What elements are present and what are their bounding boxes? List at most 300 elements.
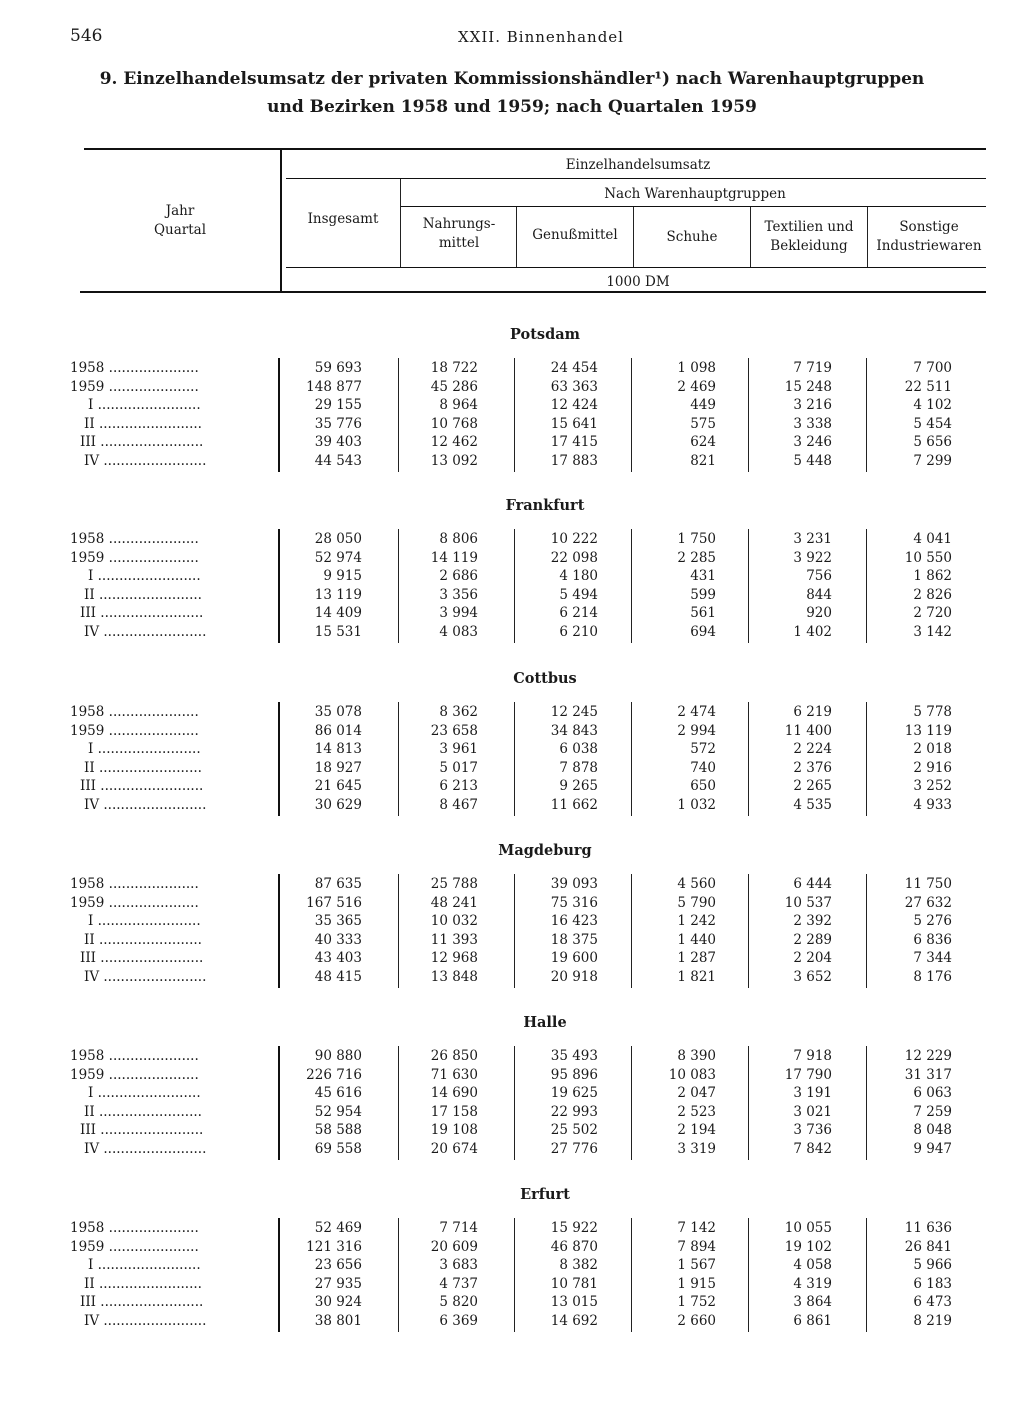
table-cell: 10 537 <box>784 894 832 911</box>
table-cell: 2 916 <box>913 759 952 776</box>
table-cell: 45 616 <box>314 1085 362 1102</box>
table-cell: 17 790 <box>784 1066 832 1083</box>
table-cell: 4 180 <box>559 568 598 585</box>
leader-dots: ........................ <box>93 1257 201 1274</box>
row-label <box>70 360 260 376</box>
table-cell: 7 918 <box>793 1048 832 1064</box>
table-cell: 63 363 <box>550 378 598 395</box>
table-cell: 13 119 <box>314 586 362 603</box>
leader-dots: ........................ <box>99 1313 207 1329</box>
leader-dots: ..................... <box>104 722 199 739</box>
table-cell: 71 630 <box>430 1066 478 1083</box>
table-cell: 27 776 <box>550 1141 598 1157</box>
table-cell: 121 316 <box>306 1238 362 1255</box>
table-cell: 4 102 <box>913 397 952 414</box>
col-header-nahrung-line-2: mittel <box>438 235 480 251</box>
region-heading: Frankfurt <box>505 497 585 514</box>
table-cell: 1 032 <box>677 797 716 813</box>
table-cell: 7 700 <box>913 360 952 376</box>
table-cell: 59 693 <box>314 360 362 376</box>
table-cell: 6 038 <box>559 741 598 758</box>
col-header-sonstige <box>869 218 989 256</box>
leader-dots: ........................ <box>93 1085 201 1102</box>
table-cell: 4 041 <box>913 531 952 547</box>
table-cell: 38 801 <box>314 1313 362 1329</box>
table-cell: 4 933 <box>913 797 952 813</box>
row-label-text: 1959 <box>70 378 105 395</box>
leader-dots: ........................ <box>96 434 204 451</box>
table-cell: 17 415 <box>550 434 598 451</box>
table-cell: 7 719 <box>793 360 832 376</box>
table-cell: 8 382 <box>559 1257 598 1274</box>
table-cell: 90 880 <box>314 1048 362 1064</box>
table-cell: 18 722 <box>430 360 478 376</box>
table-cell: 1 915 <box>677 1275 716 1292</box>
table-cell: 8 964 <box>439 397 478 414</box>
row-label <box>70 1239 260 1255</box>
table-cell: 40 333 <box>314 931 362 948</box>
table-cell: 6 369 <box>439 1313 478 1329</box>
row-label-text: 1958 <box>70 1220 105 1236</box>
col-header-textil <box>752 218 866 256</box>
table-cell: 28 050 <box>314 531 362 547</box>
table-cell: 21 645 <box>314 778 362 795</box>
row-label <box>70 397 278 413</box>
table-cell: 13 015 <box>550 1294 598 1311</box>
table-cell: 449 <box>690 397 716 414</box>
table-cell: 14 409 <box>314 605 362 622</box>
leader-dots: ..................... <box>104 1066 199 1083</box>
row-label <box>70 416 274 432</box>
table-cell: 26 850 <box>430 1048 478 1064</box>
row-label-text: III <box>80 1294 96 1311</box>
row-label <box>70 1104 274 1120</box>
row-label <box>70 587 274 603</box>
row-label-text: 1958 <box>70 704 105 720</box>
table-cell: 35 365 <box>314 913 362 930</box>
table-cell: 7 344 <box>913 950 952 967</box>
table-cell: 5 790 <box>677 894 716 911</box>
row-label-text: IV <box>84 797 100 813</box>
table-cell: 2 523 <box>677 1103 716 1120</box>
table-cell: 7 842 <box>793 1141 832 1157</box>
table-cell: 14 813 <box>314 741 362 758</box>
unit-rule <box>286 267 986 268</box>
row-label-text: I <box>88 1257 94 1274</box>
table-cell: 6 473 <box>913 1294 952 1311</box>
row-label-text: II <box>84 415 95 432</box>
table-cell: 2 194 <box>677 1122 716 1139</box>
table-cell: 8 362 <box>439 704 478 720</box>
table-cell: 23 658 <box>430 722 478 739</box>
table-cell: 5 454 <box>913 415 952 432</box>
table-cell: 650 <box>690 778 716 795</box>
leader-dots: ........................ <box>93 568 201 585</box>
row-label-text: 1958 <box>70 1048 105 1064</box>
table-cell: 226 716 <box>306 1066 362 1083</box>
table-cell: 1 287 <box>677 950 716 967</box>
table-cell: 20 674 <box>430 1141 478 1157</box>
table-cell: 4 319 <box>793 1275 832 1292</box>
table-cell: 5 778 <box>913 704 952 720</box>
table-cell: 572 <box>690 741 716 758</box>
table-cell: 86 014 <box>314 722 362 739</box>
stub-header <box>120 202 240 240</box>
table-cell: 10 032 <box>430 913 478 930</box>
row-label <box>70 778 270 794</box>
table-cell: 1 402 <box>793 624 832 640</box>
table-cell: 22 098 <box>550 549 598 566</box>
row-label-text: III <box>80 434 96 451</box>
table-cell: 12 462 <box>430 434 478 451</box>
leader-dots: ........................ <box>94 931 202 948</box>
table-cell: 5 656 <box>913 434 952 451</box>
table-cell: 14 690 <box>430 1085 478 1102</box>
table-cell: 39 093 <box>550 876 598 892</box>
leader-dots: ........................ <box>94 1275 202 1292</box>
table-cell: 14 119 <box>430 549 478 566</box>
row-label <box>70 969 274 985</box>
table-cell: 7 878 <box>559 759 598 776</box>
table-cell: 15 248 <box>784 378 832 395</box>
table-cell: 22 993 <box>550 1103 598 1120</box>
header-divider-4 <box>867 207 868 267</box>
table-cell: 3 142 <box>913 624 952 640</box>
row-label <box>70 605 270 621</box>
row-label-text: 1959 <box>70 1066 105 1083</box>
table-cell: 11 400 <box>784 722 832 739</box>
table-title-line-1: 9. Einzelhandelsumsatz der privaten Kommissionshändler¹) nach Warenhauptgruppen <box>99 69 925 89</box>
row-label-text: I <box>88 568 94 585</box>
table-cell: 23 656 <box>314 1257 362 1274</box>
table-cell: 19 108 <box>430 1122 478 1139</box>
table-cell: 1 242 <box>677 913 716 930</box>
table-cell: 17 883 <box>550 453 598 469</box>
row-label-text: IV <box>84 1141 100 1157</box>
table-cell: 18 375 <box>550 931 598 948</box>
table-cell: 5 494 <box>559 586 598 603</box>
row-label-text: IV <box>84 1313 100 1329</box>
table-cell: 6 836 <box>913 931 952 948</box>
leader-dots: ........................ <box>93 741 201 758</box>
table-cell: 22 511 <box>904 378 952 395</box>
table-cell: 8 219 <box>913 1313 952 1329</box>
leader-dots: ........................ <box>99 797 207 813</box>
table-cell: 5 017 <box>439 759 478 776</box>
table-cell: 7 714 <box>439 1220 478 1236</box>
table-cell: 2 720 <box>913 605 952 622</box>
row-label-text: III <box>80 605 96 622</box>
table-cell: 3 652 <box>793 969 832 985</box>
table-cell: 561 <box>690 605 716 622</box>
leader-dots: ..................... <box>104 378 199 395</box>
table-cell: 27 632 <box>904 894 952 911</box>
leader-dots: ........................ <box>96 778 204 795</box>
table-cell: 1 567 <box>677 1257 716 1274</box>
row-label-text: 1959 <box>70 722 105 739</box>
table-cell: 16 423 <box>550 913 598 930</box>
table-cell: 9 947 <box>913 1141 952 1157</box>
region-heading: Cottbus <box>513 670 577 687</box>
row-label <box>70 434 270 450</box>
leader-dots: ........................ <box>96 950 204 967</box>
row-label-text: IV <box>84 453 100 469</box>
table-cell: 8 467 <box>439 797 478 813</box>
table-cell: 4 560 <box>677 876 716 892</box>
table-cell: 30 924 <box>314 1294 362 1311</box>
table-cell: 844 <box>806 586 832 603</box>
table-cell: 39 403 <box>314 434 362 451</box>
table-cell: 75 316 <box>550 894 598 911</box>
table-cell: 34 843 <box>550 722 598 739</box>
row-label <box>70 1313 274 1329</box>
table-cell: 7 259 <box>913 1103 952 1120</box>
table-cell: 2 224 <box>793 741 832 758</box>
table-cell: 3 683 <box>439 1257 478 1274</box>
row-label <box>70 624 274 640</box>
table-cell: 4 083 <box>439 624 478 640</box>
header-divider-total <box>400 179 401 267</box>
table-cell: 35 776 <box>314 415 362 432</box>
row-label-text: 1959 <box>70 1238 105 1255</box>
table-cell: 5 448 <box>793 453 832 469</box>
table-cell: 24 454 <box>550 360 598 376</box>
col-header-textil-line-2: Bekleidung <box>770 238 848 254</box>
table-cell: 52 469 <box>314 1220 362 1236</box>
leader-dots: ........................ <box>96 605 204 622</box>
row-label-text: I <box>88 397 94 414</box>
col-header-total: Insgesamt <box>307 211 379 227</box>
table-cell: 3 216 <box>793 397 832 414</box>
table-cell: 27 935 <box>314 1275 362 1292</box>
table-cell: 2 392 <box>793 913 832 930</box>
table-cell: 920 <box>806 605 832 622</box>
table-cell: 26 841 <box>904 1238 952 1255</box>
subgroup-rule <box>400 206 986 207</box>
table-cell: 740 <box>690 759 716 776</box>
table-cell: 19 600 <box>550 950 598 967</box>
header-divider-3 <box>750 207 751 267</box>
table-cell: 6 214 <box>559 605 598 622</box>
table-cell: 35 078 <box>314 704 362 720</box>
leader-dots: ........................ <box>96 1122 204 1139</box>
table-cell: 2 469 <box>677 378 716 395</box>
table-cell: 43 403 <box>314 950 362 967</box>
col-header-textil-line-1: Textilien und <box>764 219 854 235</box>
leader-dots: ..................... <box>104 1048 199 1064</box>
leader-dots: ........................ <box>94 1103 202 1120</box>
table-cell: 4 737 <box>439 1275 478 1292</box>
table-cell: 2 376 <box>793 759 832 776</box>
row-label <box>70 797 274 813</box>
region-heading: Erfurt <box>520 1186 570 1203</box>
running-head: XXII. Binnenhandel <box>458 28 624 46</box>
table-cell: 5 966 <box>913 1257 952 1274</box>
table-cell: 13 848 <box>430 969 478 985</box>
row-label <box>70 1122 270 1138</box>
table-cell: 14 692 <box>550 1313 598 1329</box>
row-label <box>70 876 260 892</box>
col-header-sonstige-line-2: Industriewaren <box>876 238 982 254</box>
unit-label: 1000 DM <box>606 274 670 290</box>
leader-dots: ........................ <box>94 586 202 603</box>
table-cell: 3 021 <box>793 1103 832 1120</box>
table-cell: 11 750 <box>904 876 952 892</box>
table-cell: 10 768 <box>430 415 478 432</box>
table-cell: 3 252 <box>913 778 952 795</box>
leader-dots: ..................... <box>104 894 199 911</box>
table-cell: 3 191 <box>793 1085 832 1102</box>
page-number: 546 <box>70 26 103 46</box>
table-cell: 12 245 <box>550 704 598 720</box>
row-label-text: 1959 <box>70 894 105 911</box>
col-header-schuhe: Schuhe <box>666 229 718 245</box>
table-cell: 13 119 <box>904 722 952 739</box>
table-cell: 3 246 <box>793 434 832 451</box>
region-heading: Potsdam <box>510 326 580 343</box>
leader-dots: ..................... <box>104 1238 199 1255</box>
table-cell: 45 286 <box>430 378 478 395</box>
table-cell: 46 870 <box>550 1238 598 1255</box>
row-label <box>70 932 274 948</box>
table-cell: 15 641 <box>550 415 598 432</box>
row-label <box>70 1048 260 1064</box>
header-top-rule <box>84 148 986 150</box>
table-cell: 12 424 <box>550 397 598 414</box>
leader-dots: ..................... <box>104 360 199 376</box>
row-label-text: II <box>84 586 95 603</box>
table-cell: 12 968 <box>430 950 478 967</box>
table-cell: 8 176 <box>913 969 952 985</box>
row-label <box>70 1276 274 1292</box>
table-cell: 52 954 <box>314 1103 362 1120</box>
table-cell: 2 826 <box>913 586 952 603</box>
table-cell: 2 285 <box>677 549 716 566</box>
table-cell: 2 047 <box>677 1085 716 1102</box>
row-label-text: II <box>84 1275 95 1292</box>
table-cell: 15 922 <box>550 1220 598 1236</box>
table-cell: 25 788 <box>430 876 478 892</box>
table-cell: 5 276 <box>913 913 952 930</box>
table-cell: 30 629 <box>314 797 362 813</box>
table-cell: 44 543 <box>314 453 362 469</box>
leader-dots: ........................ <box>99 453 207 469</box>
row-label <box>70 723 260 739</box>
table-cell: 1 752 <box>677 1294 716 1311</box>
table-cell: 69 558 <box>314 1141 362 1157</box>
leader-dots: ..................... <box>104 1220 199 1236</box>
table-cell: 3 736 <box>793 1122 832 1139</box>
row-label-text: I <box>88 1085 94 1102</box>
table-cell: 2 686 <box>439 568 478 585</box>
table-cell: 6 219 <box>793 704 832 720</box>
table-cell: 10 083 <box>668 1066 716 1083</box>
table-cell: 3 961 <box>439 741 478 758</box>
row-label <box>70 531 260 547</box>
table-cell: 25 502 <box>550 1122 598 1139</box>
table-cell: 8 390 <box>677 1048 716 1064</box>
row-label <box>70 568 278 584</box>
table-cell: 8 806 <box>439 531 478 547</box>
table-cell: 20 609 <box>430 1238 478 1255</box>
table-cell: 6 213 <box>439 778 478 795</box>
table-cell: 821 <box>690 453 716 469</box>
row-label <box>70 741 278 757</box>
table-cell: 9 915 <box>323 568 362 585</box>
row-label <box>70 1085 278 1101</box>
table-cell: 15 531 <box>314 624 362 640</box>
leader-dots: ..................... <box>104 549 199 566</box>
leader-dots: ........................ <box>93 397 201 414</box>
row-label <box>70 760 274 776</box>
leader-dots: ........................ <box>93 913 201 930</box>
table-cell: 18 927 <box>314 759 362 776</box>
leader-dots: ..................... <box>104 704 199 720</box>
row-label-text: III <box>80 778 96 795</box>
table-cell: 58 588 <box>314 1122 362 1139</box>
table-cell: 2 018 <box>913 741 952 758</box>
row-label-text: III <box>80 1122 96 1139</box>
leader-dots: ........................ <box>96 1294 204 1311</box>
row-label-text: II <box>84 931 95 948</box>
table-cell: 4 535 <box>793 797 832 813</box>
leader-dots: ........................ <box>99 624 207 640</box>
row-label-text: 1959 <box>70 549 105 566</box>
row-label <box>70 1220 260 1236</box>
row-label-text: IV <box>84 624 100 640</box>
table-cell: 11 393 <box>430 931 478 948</box>
table-cell: 11 662 <box>550 797 598 813</box>
row-label-text: 1958 <box>70 360 105 376</box>
table-cell: 2 289 <box>793 931 832 948</box>
table-cell: 624 <box>690 434 716 451</box>
row-label-text: IV <box>84 969 100 985</box>
table-cell: 3 319 <box>677 1141 716 1157</box>
region-heading: Halle <box>523 1014 567 1031</box>
table-cell: 2 265 <box>793 778 832 795</box>
col-header-sonstige-line-1: Sonstige <box>899 219 959 235</box>
header-divider-1 <box>516 207 517 267</box>
table-cell: 7 299 <box>913 453 952 469</box>
row-label-text: 1958 <box>70 531 105 547</box>
table-cell: 1 750 <box>677 531 716 547</box>
table-cell: 575 <box>690 415 716 432</box>
row-label-text: II <box>84 759 95 776</box>
table-cell: 1 440 <box>677 931 716 948</box>
row-label <box>70 550 260 566</box>
table-cell: 20 918 <box>550 969 598 985</box>
stub-divider <box>280 150 282 292</box>
table-cell: 148 877 <box>306 378 362 395</box>
row-label <box>70 895 260 911</box>
table-cell: 35 493 <box>550 1048 598 1064</box>
table-cell: 12 229 <box>904 1048 952 1064</box>
col-header-nahrung-line-1: Nahrungs- <box>422 216 496 232</box>
table-cell: 6 063 <box>913 1085 952 1102</box>
table-cell: 10 550 <box>904 549 952 566</box>
row-label <box>70 704 260 720</box>
table-cell: 31 317 <box>904 1066 952 1083</box>
table-cell: 10 055 <box>784 1220 832 1236</box>
leader-dots: ........................ <box>94 415 202 432</box>
leader-dots: ..................... <box>104 531 199 547</box>
table-cell: 48 415 <box>314 969 362 985</box>
leader-dots: ..................... <box>104 876 199 892</box>
table-cell: 52 974 <box>314 549 362 566</box>
table-cell: 1 821 <box>677 969 716 985</box>
table-cell: 4 058 <box>793 1257 832 1274</box>
group-header: Einzelhandelsumsatz <box>565 157 711 173</box>
